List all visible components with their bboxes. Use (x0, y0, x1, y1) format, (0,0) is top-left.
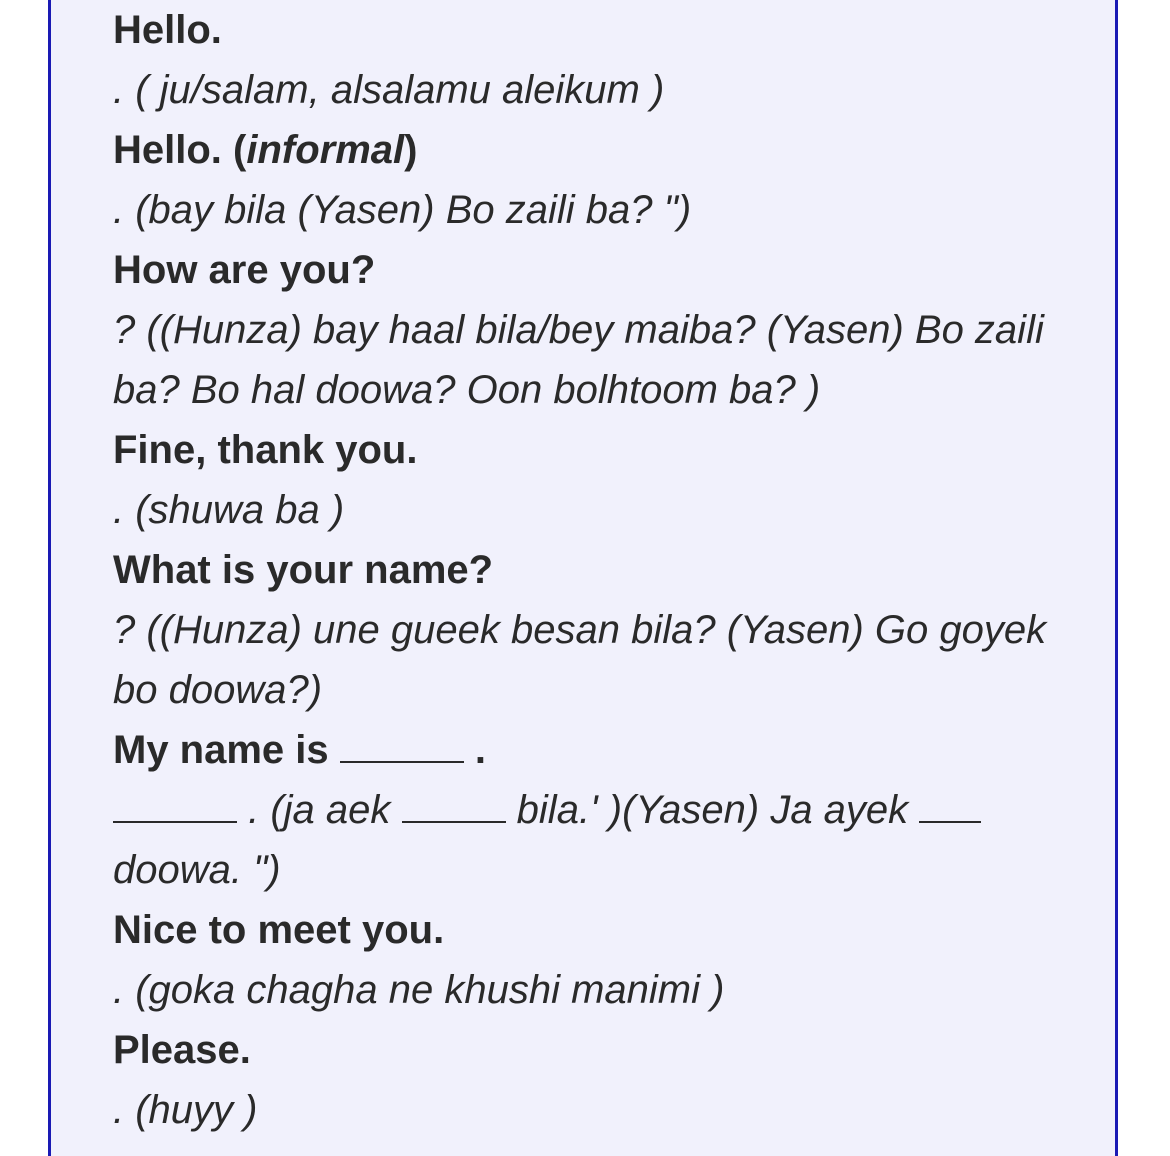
translation-hello (113, 60, 1083, 120)
translation-my-name-is (113, 780, 1083, 900)
phrase-please: Please. (113, 1028, 251, 1072)
translation-how-are-you (113, 300, 1083, 420)
phrase-fine-thank-you: Fine, thank you. (113, 428, 418, 472)
translation-part-c: doowa. ") (113, 848, 281, 892)
translation-text: . (goka chagha ne khushi manimi ) (113, 968, 725, 1012)
phrase-how-are-you: How are you? (113, 248, 376, 292)
phrase-text: Hello. ( (113, 128, 247, 172)
name-blank (340, 731, 464, 763)
translation-text: ? ((Hunza) bay haal bila/bey maiba? (Yasen) Bo zaili ba? Bo hal doowa? Oon bolhtoom ba? ) (113, 308, 1044, 412)
phrase-what-is-your-name: What is your name? (113, 548, 494, 592)
translation-text: ? ((Hunza) une gueek besan bila? (Yasen) Go goyek bo doowa?) (113, 608, 1047, 712)
translation-fine-thank-you (113, 480, 1083, 540)
translation-nice-to-meet-you (113, 960, 1083, 1020)
phrase-my-name-is (113, 720, 1083, 780)
name-blank (113, 791, 237, 823)
translation-text: . ( ju/salam, alsalamu aleikum ) (113, 68, 665, 112)
translation-part-b: bila.' )(Yasen) Ja ayek (516, 788, 909, 832)
translation-hello-informal (113, 180, 1083, 240)
phrase-text: My name is (113, 728, 329, 772)
phrase-hello-informal (113, 120, 1083, 180)
translation-text: . (shuwa ba ) (113, 488, 345, 532)
translation-text: . (bay bila (Yasen) Bo zaili ba? ") (113, 188, 692, 232)
phrase-nice-to-meet-you: Nice to meet you. (113, 908, 445, 952)
phrase-list (113, 0, 1083, 1140)
phrase-hello: Hello. (113, 8, 222, 52)
translation-part-a: . (ja aek (248, 788, 391, 832)
phrase-suffix: . (474, 728, 487, 772)
translation-what-is-your-name (113, 600, 1083, 720)
name-blank (919, 791, 981, 823)
translation-please (113, 1080, 1083, 1140)
translation-text: . (huyy ) (113, 1088, 258, 1132)
name-blank (402, 791, 506, 823)
phrase-suffix: ) (404, 128, 418, 172)
phrase-note: informal (246, 128, 405, 172)
